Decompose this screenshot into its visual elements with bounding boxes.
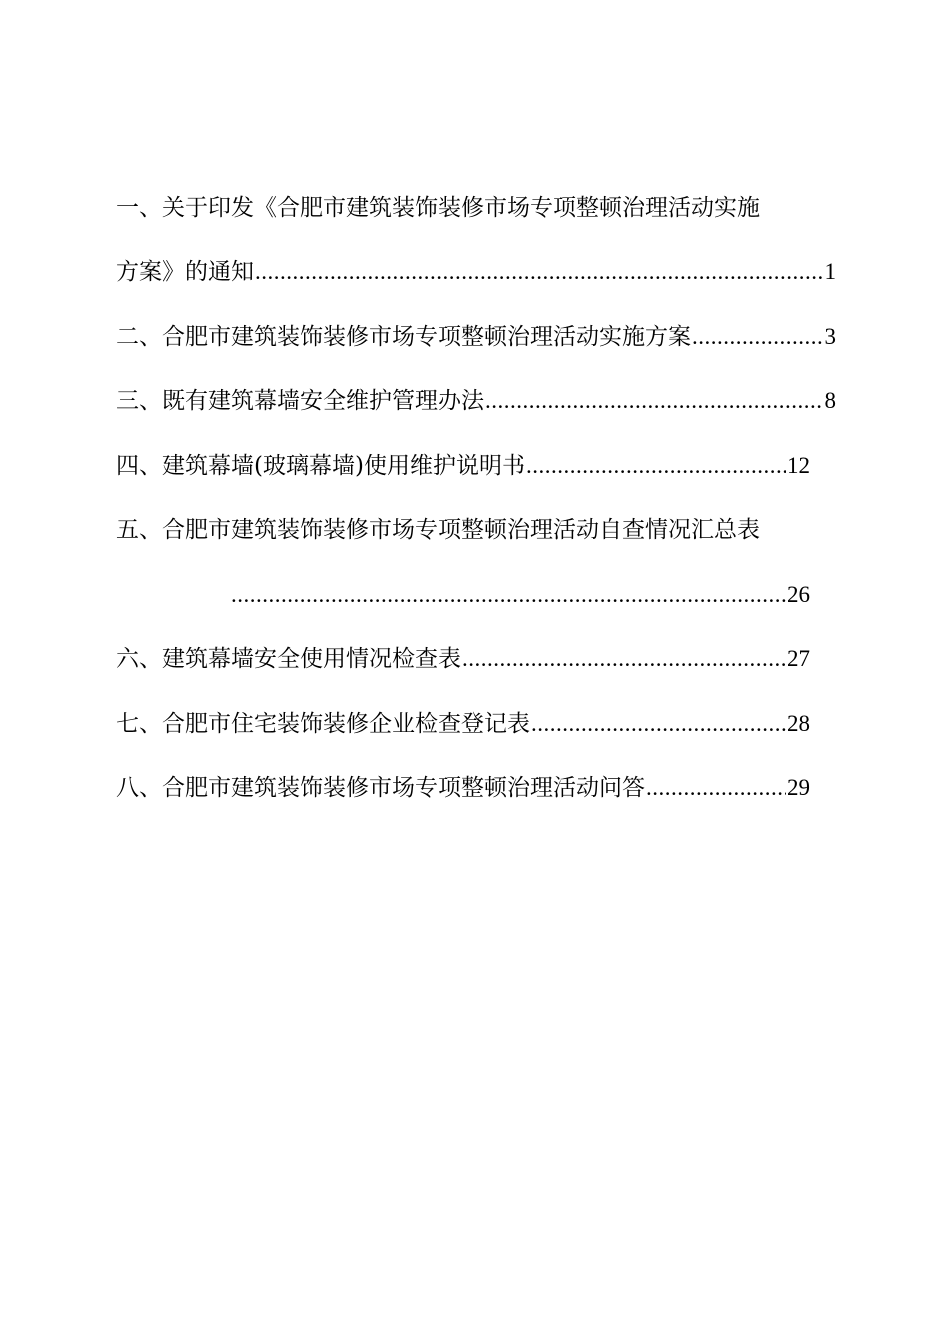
toc-entry-2[interactable] <box>116 322 836 352</box>
dot-leader <box>462 644 786 674</box>
toc-entry-1-continuation[interactable] <box>116 257 836 287</box>
dot-leader <box>692 322 824 352</box>
toc-entry-6[interactable] <box>116 644 810 674</box>
toc-entry-title: 五、合肥市建筑装饰装修市场专项整顿治理活动自查情况汇总表 <box>116 517 760 543</box>
dot-leader <box>485 386 824 416</box>
toc-entry-4[interactable] <box>116 451 810 481</box>
toc-page-number: 8 <box>824 388 836 413</box>
toc-page-number: 26 <box>787 582 810 607</box>
toc-entry-title: 六、建筑幕墙安全使用情况检查表 <box>116 646 461 672</box>
dot-leader <box>231 580 786 610</box>
toc-entry-1[interactable] <box>116 193 836 223</box>
toc-page-number: 3 <box>824 324 836 349</box>
toc-entry-title: 八、合肥市建筑装饰装修市场专项整顿治理活动问答 <box>116 775 645 801</box>
toc-entry-title: 七、合肥市住宅装饰装修企业检查登记表 <box>116 711 530 737</box>
toc-entry-5[interactable] <box>116 515 836 545</box>
toc-entry-5-continuation[interactable] <box>230 580 810 610</box>
toc-entry-title: 二、合肥市建筑装饰装修市场专项整顿治理活动实施方案 <box>116 324 691 350</box>
toc-page-number: 29 <box>787 775 810 800</box>
toc-entry-title: 四、建筑幕墙(玻璃幕墙)使用维护说明书 <box>116 453 525 479</box>
dot-leader <box>255 257 824 287</box>
toc-page-number: 28 <box>787 711 810 736</box>
dot-leader <box>531 709 786 739</box>
toc-entry-title: 一、关于印发《合肥市建筑装饰装修市场专项整顿治理活动实施 <box>116 195 760 221</box>
toc-entry-title-continued: 方案》的通知 <box>116 259 254 285</box>
dot-leader <box>646 773 786 803</box>
toc-entry-8[interactable] <box>116 773 810 803</box>
toc-entry-3[interactable] <box>116 386 836 416</box>
toc-entry-7[interactable] <box>116 709 810 739</box>
toc-page-number: 1 <box>824 259 836 284</box>
dot-leader <box>526 451 786 481</box>
toc-page-number: 12 <box>787 453 810 478</box>
toc-page-number: 27 <box>787 646 810 671</box>
toc-entry-title: 三、既有建筑幕墙安全维护管理办法 <box>116 388 484 414</box>
